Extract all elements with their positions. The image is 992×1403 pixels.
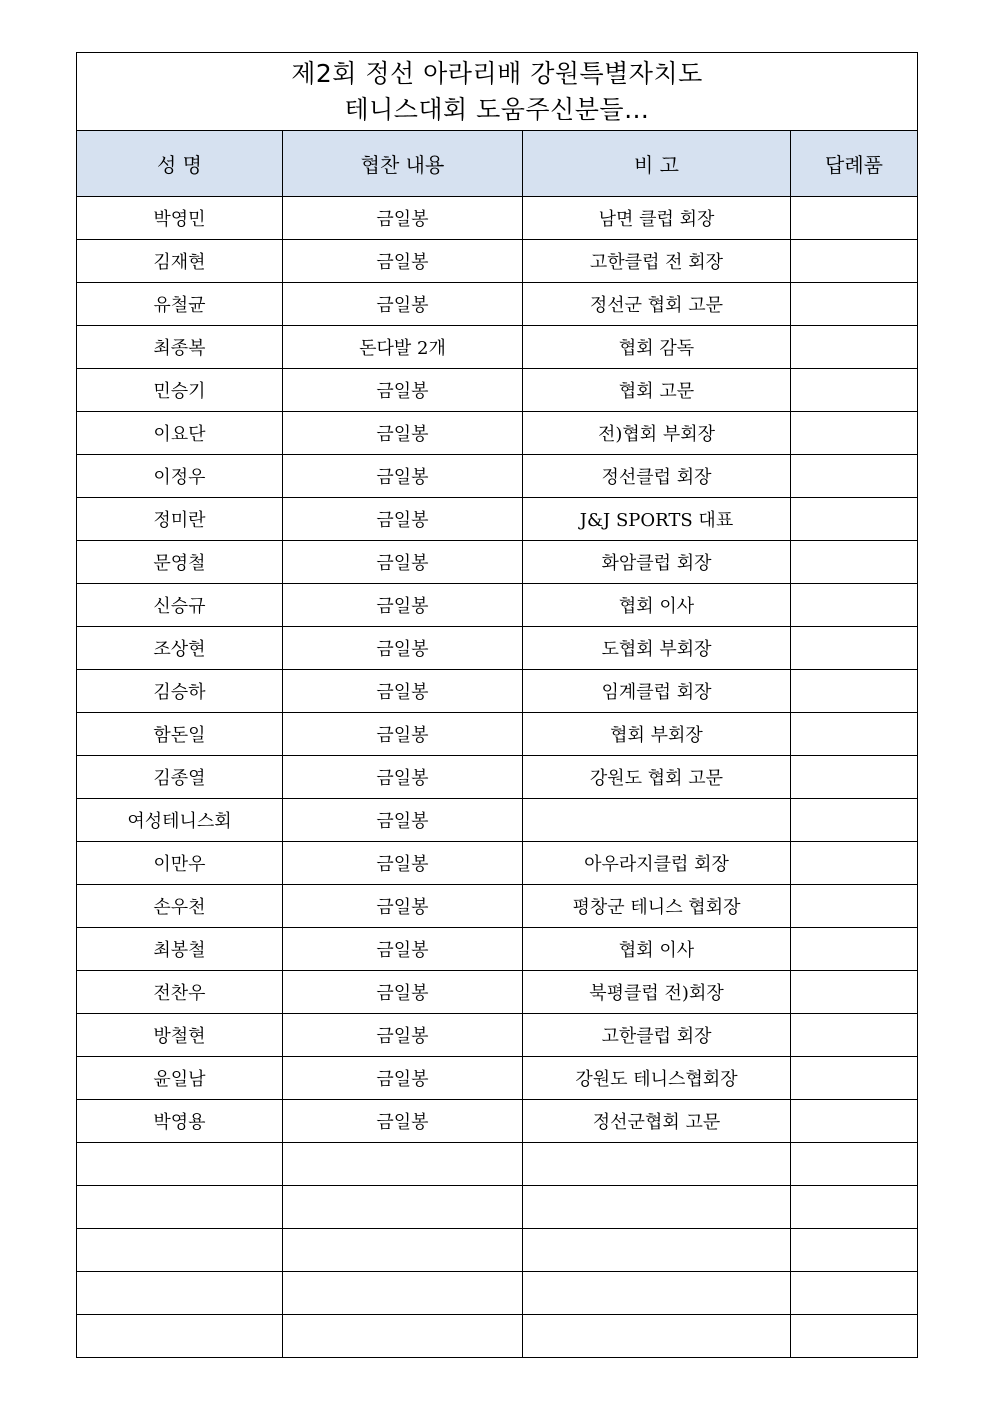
cell-gift [791,928,918,971]
cell-name: 민승기 [77,369,283,412]
table-row [77,799,918,842]
column-header-name: 성 명 [77,131,283,197]
cell-remarks: 고한클럽 회장 [523,1014,791,1057]
cell-sponsorship: 금일봉 [283,1057,523,1100]
cell-gift [791,1057,918,1100]
cell-sponsorship [283,1186,523,1229]
cell-name: 함돈일 [77,713,283,756]
table-row [77,1186,918,1229]
cell-remarks: 정선군협회 고문 [523,1100,791,1143]
cell-sponsorship [283,1315,523,1358]
donor-sheet [76,52,917,1358]
cell-name: 정미란 [77,498,283,541]
cell-name: 이만우 [77,842,283,885]
table-body [77,197,918,1358]
cell-gift [791,713,918,756]
cell-remarks: 전)협회 부회장 [523,412,791,455]
cell-gift [791,541,918,584]
cell-name: 이정우 [77,455,283,498]
cell-name: 최종복 [77,326,283,369]
cell-gift [791,412,918,455]
cell-gift [791,799,918,842]
column-header-sponsorship: 협찬 내용 [283,131,523,197]
cell-remarks [523,1315,791,1358]
table-row [77,1100,918,1143]
cell-name: 문영철 [77,541,283,584]
cell-sponsorship: 금일봉 [283,627,523,670]
table-row [77,541,918,584]
table-row [77,885,918,928]
table-row [77,584,918,627]
cell-gift [791,283,918,326]
cell-sponsorship: 금일봉 [283,369,523,412]
cell-remarks: 강원도 테니스협회장 [523,1057,791,1100]
page-title [77,53,918,131]
cell-name [77,1229,283,1272]
title-line-1: 제2회 정선 아라리배 강원특별자치도 [291,58,703,88]
cell-remarks: J&J SPORTS 대표 [523,498,791,541]
cell-name: 박영민 [77,197,283,240]
cell-sponsorship: 금일봉 [283,498,523,541]
table-header-row [77,131,918,197]
cell-sponsorship: 금일봉 [283,971,523,1014]
cell-gift [791,842,918,885]
cell-gift [791,1272,918,1315]
cell-gift [791,1315,918,1358]
cell-gift [791,1100,918,1143]
cell-gift [791,756,918,799]
cell-gift [791,627,918,670]
column-header-gift: 답례품 [791,131,918,197]
cell-gift [791,1229,918,1272]
cell-sponsorship: 금일봉 [283,197,523,240]
cell-remarks: 정선군 협회 고문 [523,283,791,326]
table-row [77,713,918,756]
table-row [77,670,918,713]
cell-gift [791,670,918,713]
cell-name: 방철현 [77,1014,283,1057]
table-row [77,842,918,885]
cell-name: 최봉철 [77,928,283,971]
cell-name: 손우천 [77,885,283,928]
cell-remarks: 협회 고문 [523,369,791,412]
table-row [77,928,918,971]
table-row [77,498,918,541]
cell-name: 유철균 [77,283,283,326]
table-row [77,971,918,1014]
cell-gift [791,197,918,240]
cell-name: 이요단 [77,412,283,455]
cell-sponsorship: 금일봉 [283,670,523,713]
cell-remarks: 아우라지클럽 회장 [523,842,791,885]
cell-sponsorship: 금일봉 [283,240,523,283]
cell-remarks [523,799,791,842]
cell-sponsorship: 금일봉 [283,283,523,326]
table-row [77,240,918,283]
cell-remarks: 협회 이사 [523,584,791,627]
table-row [77,369,918,412]
cell-gift [791,971,918,1014]
cell-sponsorship: 금일봉 [283,1014,523,1057]
cell-gift [791,1186,918,1229]
cell-remarks: 정선클럽 회장 [523,455,791,498]
table-row [77,283,918,326]
table-row [77,1315,918,1358]
cell-name: 윤일남 [77,1057,283,1100]
table-row [77,455,918,498]
cell-gift [791,1014,918,1057]
cell-remarks [523,1143,791,1186]
cell-name [77,1143,283,1186]
table-row [77,1272,918,1315]
cell-gift [791,240,918,283]
cell-sponsorship: 금일봉 [283,455,523,498]
cell-remarks: 강원도 협회 고문 [523,756,791,799]
cell-name: 조상현 [77,627,283,670]
cell-remarks: 임계클럽 회장 [523,670,791,713]
table-row [77,1143,918,1186]
cell-sponsorship: 금일봉 [283,412,523,455]
table-row [77,326,918,369]
cell-name: 전찬우 [77,971,283,1014]
cell-name: 김종열 [77,756,283,799]
cell-sponsorship: 금일봉 [283,928,523,971]
cell-sponsorship [283,1272,523,1315]
cell-remarks: 도협회 부회장 [523,627,791,670]
table-row [77,627,918,670]
cell-remarks [523,1229,791,1272]
cell-name: 김재현 [77,240,283,283]
cell-remarks: 고한클럽 전 회장 [523,240,791,283]
table-row [77,1229,918,1272]
cell-remarks: 북평클럽 전)회장 [523,971,791,1014]
cell-name: 김승하 [77,670,283,713]
cell-gift [791,455,918,498]
cell-name: 여성테니스회 [77,799,283,842]
cell-sponsorship: 금일봉 [283,885,523,928]
cell-remarks: 평창군 테니스 협회장 [523,885,791,928]
cell-name: 신승규 [77,584,283,627]
cell-name [77,1186,283,1229]
cell-remarks: 협회 부회장 [523,713,791,756]
cell-sponsorship: 금일봉 [283,713,523,756]
cell-remarks: 화암클럽 회장 [523,541,791,584]
cell-sponsorship: 금일봉 [283,799,523,842]
cell-gift [791,885,918,928]
cell-remarks: 협회 감독 [523,326,791,369]
cell-remarks: 남면 클럽 회장 [523,197,791,240]
cell-remarks [523,1272,791,1315]
cell-name [77,1272,283,1315]
cell-sponsorship: 금일봉 [283,842,523,885]
table-row [77,1014,918,1057]
table-row [77,756,918,799]
cell-remarks [523,1186,791,1229]
cell-remarks: 협회 이사 [523,928,791,971]
cell-gift [791,584,918,627]
title-line-2: 테니스대회 도움주신분들… [344,94,650,124]
cell-gift [791,326,918,369]
cell-gift [791,498,918,541]
cell-sponsorship [283,1143,523,1186]
cell-sponsorship: 금일봉 [283,1100,523,1143]
cell-name: 박영용 [77,1100,283,1143]
cell-sponsorship: 금일봉 [283,756,523,799]
cell-gift [791,1143,918,1186]
cell-sponsorship: 금일봉 [283,584,523,627]
cell-gift [791,369,918,412]
table-row [77,1057,918,1100]
cell-sponsorship: 돈다발 2개 [283,326,523,369]
column-header-remarks: 비 고 [523,131,791,197]
cell-sponsorship [283,1229,523,1272]
cell-name [77,1315,283,1358]
table-row [77,197,918,240]
table-row [77,412,918,455]
donor-table [76,52,918,1358]
cell-sponsorship: 금일봉 [283,541,523,584]
